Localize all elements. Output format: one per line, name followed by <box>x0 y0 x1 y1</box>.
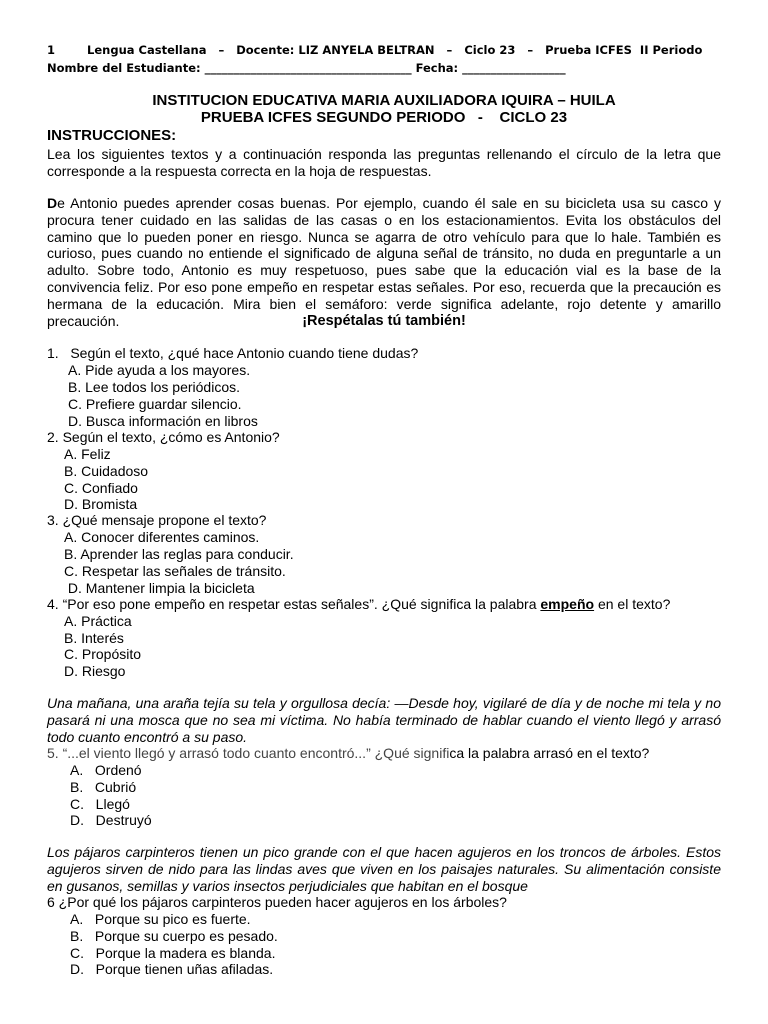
q4-stem-before: 4. “Por eso pone empeño en respetar estas señales”. ¿Qué significa la palabra <box>47 596 541 612</box>
question-1-stem: 1. Según el texto, ¿qué hace Antonio cuando tiene dudas? <box>47 345 419 361</box>
q1-option-c: C. Prefiere guardar silencio. <box>68 396 242 412</box>
question-4-stem <box>47 596 670 613</box>
q6-option-c: C. Porque la madera es blanda. <box>70 945 276 961</box>
q3-option-b: B. Aprender las reglas para conducir. <box>64 546 294 562</box>
q6-option-b: B. Porque su cuerpo es pesado. <box>70 928 278 944</box>
q1-option-a: A. Pide ayuda a los mayores. <box>68 362 251 378</box>
drop-initial: D <box>47 195 58 211</box>
header-student-line: Nombre del Estudiante: ____________________________________ Fecha: __________________ <box>47 61 566 75</box>
q4-option-a: A. Práctica <box>64 613 132 629</box>
q3-option-a: A. Conocer diferentes caminos. <box>64 529 260 545</box>
exam-title: PRUEBA ICFES SEGUNDO PERIODO - CICLO 23 <box>200 109 568 126</box>
reading-antonio <box>47 195 721 329</box>
q5-stem-quote: 5. “...el viento llegó y arrasó todo cuanto encontró...” ¿Qué signifi <box>47 745 450 761</box>
q2-option-a: A. Feliz <box>64 446 111 462</box>
q4-stem-after: en el texto? <box>594 596 671 612</box>
q1-option-b: B. Lee todos los periódicos. <box>68 379 240 395</box>
q2-option-b: B. Cuidadoso <box>64 463 149 479</box>
q6-option-d: D. Porque tienen uñas afiladas. <box>70 961 274 977</box>
question-6-stem: 6 ¿Por qué los pájaros carpinteros pueden hacer agujeros en los árboles? <box>47 894 507 910</box>
q4-option-d: D. Riesgo <box>64 663 126 679</box>
q4-keyword: empeño <box>540 596 595 612</box>
q3-option-d: D. Mantener limpia la bicicleta <box>64 580 255 596</box>
q5-stem-rest: ca la palabra arrasó en el texto? <box>449 745 650 761</box>
reading-woodpeckers: Los pájaros carpinteros tienen un pico grande con el que hacen agujeros en los troncos de árboles. Estos agujeros sirven de nido para las lindas aves que viven en los paisajes naturales. Su alimentación consiste en gusanos, semillas y varios insectos perjudiciales que habitan en el bosque <box>47 844 721 894</box>
q3-option-c: C. Respetar las señales de tránsito. <box>64 563 286 579</box>
q2-option-c: C. Confiado <box>64 480 138 496</box>
q6-option-a: A. Porque su pico es fuerte. <box>70 911 251 927</box>
reading-spider: Una mañana, una araña tejía su tela y orgullosa decía: —Desde hoy, vigilaré de día y de noche mi tela y no pasará ni una mosca que no sea mi víctima. No había terminado de hablar cuando el viento llegó y arrasó todo cuanto encontró a su paso. <box>47 695 721 745</box>
q5-option-b: B. Cubrió <box>70 779 137 795</box>
q4-option-c: C. Propósito <box>64 646 142 662</box>
question-5-stem <box>47 745 649 762</box>
q5-option-a: A. Ordenó <box>70 762 142 778</box>
reading-antonio-text: e Antonio puedes aprender cosas buenas. Por ejemplo, cuando él sale en su bicicleta usa su casco y procura tener cuidado en las salidas de las casas o en los estacionamientos. Evita los obstáculos del camino que lo pueden poner en riesgo. Nunca se agarra de otro vehículo para que lo hale. También es curioso, pues cuando no entiende el significado de alguna señal de tránsito, no duda en preguntarle a un adulto. Sobre todo, Antonio es muy respetuoso, pues sabe que la educación vial es la base de la convivencia feliz. Por eso pone empeño en respetar estas señales. Por eso, recuerda que la precaución es hermana de la educación. Mira bien el semáforo: verde significa adelante, rojo detente y amarillo precaución. <box>47 195 721 329</box>
header-course-line: 1 Lengua Castellana – Docente: LIZ ANYELA BELTRAN – Ciclo 23 – Prueba ICFES II Periodo <box>47 43 703 57</box>
slogan: ¡Respétalas tú también! <box>302 313 466 329</box>
q2-option-d: D. Bromista <box>64 496 138 512</box>
instructions-text: Lea los siguientes textos y a continuación responda las preguntas rellenando el círculo de la letra que corresponde a la respuesta correcta en la hoja de respuestas. <box>47 146 721 179</box>
q5-option-d: D. Destruyó <box>70 812 152 828</box>
q5-option-c: C. Llegó <box>70 796 130 812</box>
q4-option-b: B. Interés <box>64 630 124 646</box>
instructions-heading: INSTRUCCIONES: <box>47 127 177 144</box>
q1-option-d: D. Busca información en libros <box>68 413 258 429</box>
question-3-stem: 3. ¿Qué mensaje propone el texto? <box>47 512 267 528</box>
question-2-stem: 2. Según el texto, ¿cómo es Antonio? <box>47 429 280 445</box>
school-title: INSTITUCION EDUCATIVA MARIA AUXILIADORA IQUIRA – HUILA <box>152 92 616 109</box>
